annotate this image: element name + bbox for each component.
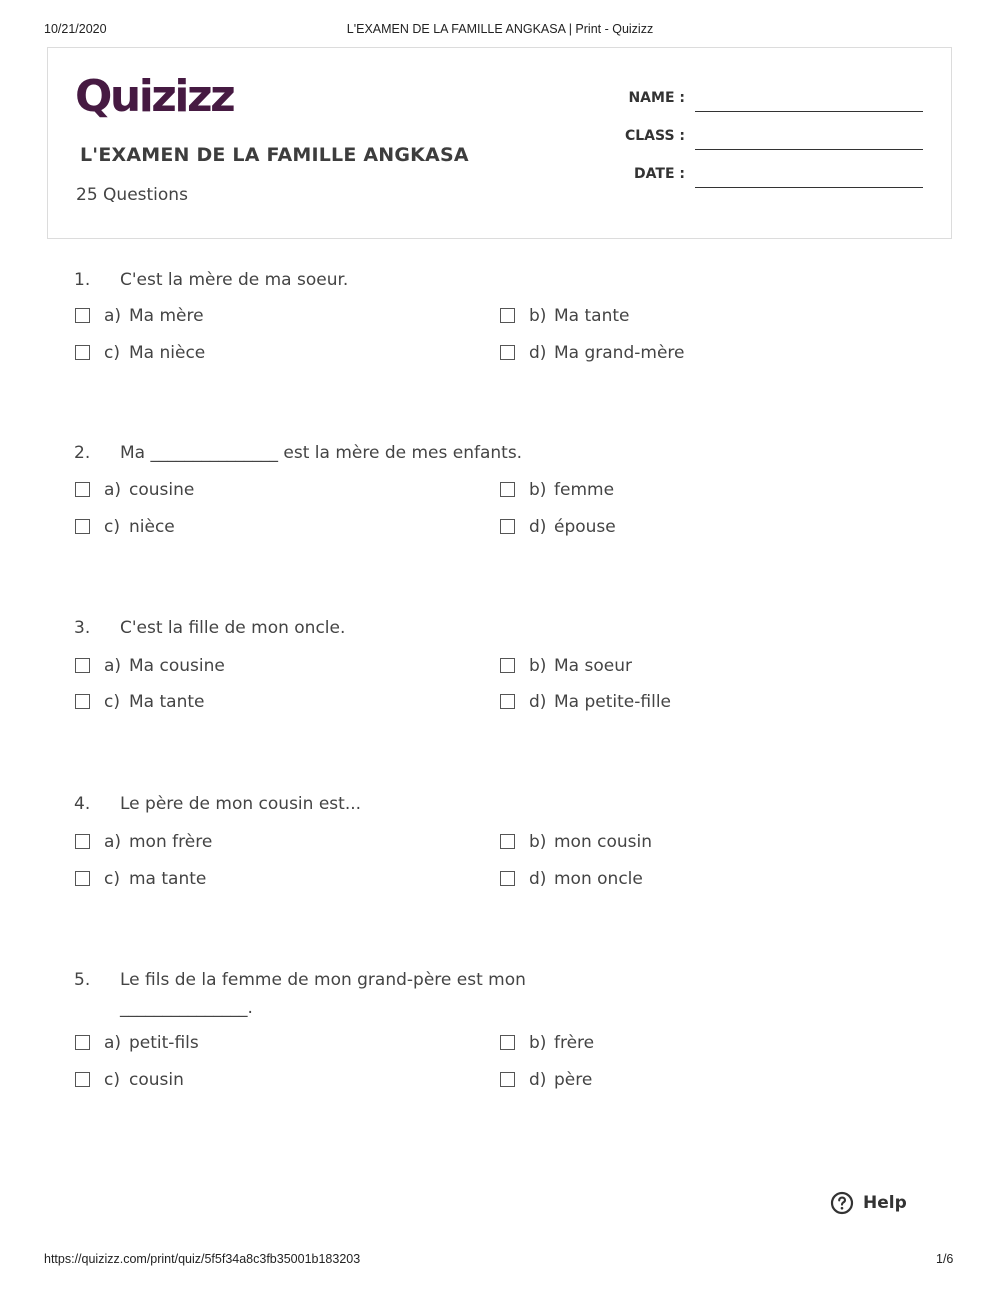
checkbox[interactable] <box>75 482 90 497</box>
option-text: frère <box>554 1033 595 1053</box>
option-letter: a) <box>104 832 122 852</box>
quizizz-logo <box>75 70 255 126</box>
checkbox[interactable] <box>75 308 90 323</box>
option-text: père <box>554 1070 593 1090</box>
option-letter: a) <box>104 480 122 500</box>
option-letter: b) <box>529 1033 547 1053</box>
checkbox[interactable] <box>75 519 90 534</box>
option-letter: c) <box>104 869 120 889</box>
option-text: ma tante <box>129 869 207 889</box>
option-letter: a) <box>104 306 122 326</box>
option-text: Ma nièce <box>129 343 206 363</box>
checkbox[interactable] <box>500 345 515 360</box>
option-letter: c) <box>104 692 120 712</box>
question-number: 2. <box>74 443 91 463</box>
print-date: 10/21/2020 <box>44 22 107 36</box>
date-label: DATE : <box>634 166 685 182</box>
option-letter: d) <box>529 692 547 712</box>
checkbox[interactable] <box>500 519 515 534</box>
name-label: NAME : <box>628 90 685 106</box>
checkbox[interactable] <box>500 1072 515 1087</box>
question-text: Le fils de la femme de mon grand-père est mon _______________. <box>120 970 526 1018</box>
option-text: Ma tante <box>129 692 205 712</box>
print-page-title: L'EXAMEN DE LA FAMILLE ANGKASA | Print - Quizizz <box>346 22 654 36</box>
quiz-title: L'EXAMEN DE LA FAMILLE ANGKASA <box>80 144 469 166</box>
checkbox[interactable] <box>500 1035 515 1050</box>
checkbox[interactable] <box>500 871 515 886</box>
name-field[interactable] <box>600 90 930 114</box>
class-label: CLASS : <box>624 128 685 144</box>
checkbox[interactable] <box>75 345 90 360</box>
option-text: Ma tante <box>554 306 630 326</box>
checkbox[interactable] <box>500 834 515 849</box>
option-text: femme <box>554 480 615 500</box>
question-number: 5. <box>74 970 91 990</box>
option-text: nièce <box>129 517 175 537</box>
option-text: petit-fils <box>129 1033 199 1053</box>
checkbox[interactable] <box>500 694 515 709</box>
option-text: Ma soeur <box>554 656 632 676</box>
question-text: Ma _______________ est la mère de mes enfants. <box>120 443 523 463</box>
option-letter: d) <box>529 869 547 889</box>
class-line[interactable] <box>695 149 923 150</box>
option-letter: d) <box>529 343 547 363</box>
checkbox[interactable] <box>75 1072 90 1087</box>
checkbox[interactable] <box>500 658 515 673</box>
question-count: 25 Questions <box>76 185 188 205</box>
date-field[interactable] <box>600 166 930 190</box>
question-text: C'est la mère de ma soeur. <box>120 270 349 290</box>
svg-text:Quizizz: Quizizz <box>75 71 234 122</box>
option-letter: c) <box>104 343 120 363</box>
option-text: mon frère <box>129 832 213 852</box>
option-text: mon oncle <box>554 869 643 889</box>
option-letter: d) <box>529 1070 547 1090</box>
option-text: épouse <box>554 517 616 537</box>
option-letter: b) <box>529 832 547 852</box>
checkbox[interactable] <box>75 834 90 849</box>
page-number: 1/6 <box>936 1252 954 1266</box>
help-button[interactable] <box>830 1190 907 1216</box>
option-text: Ma grand-mère <box>554 343 685 363</box>
option-letter: d) <box>529 517 547 537</box>
option-text: Ma mère <box>129 306 204 326</box>
checkbox[interactable] <box>500 482 515 497</box>
date-line[interactable] <box>695 187 923 188</box>
question-text: Le père de mon cousin est... <box>120 794 362 814</box>
option-text: mon cousin <box>554 832 653 852</box>
option-text: cousin <box>129 1070 184 1090</box>
option-letter: a) <box>104 1033 122 1053</box>
help-label: Help <box>863 1193 907 1213</box>
checkbox[interactable] <box>75 658 90 673</box>
checkbox[interactable] <box>75 871 90 886</box>
checkbox[interactable] <box>75 1035 90 1050</box>
question-number: 1. <box>74 270 91 290</box>
print-url: https://quizizz.com/print/quiz/5f5f34a8c3fb35001b183203 <box>44 1252 361 1266</box>
question-circle-icon <box>830 1191 854 1215</box>
option-letter: c) <box>104 1070 120 1090</box>
question-number: 4. <box>74 794 91 814</box>
name-line[interactable] <box>695 111 923 112</box>
option-text: cousine <box>129 480 195 500</box>
option-letter: b) <box>529 480 547 500</box>
option-letter: b) <box>529 306 547 326</box>
option-letter: a) <box>104 656 122 676</box>
option-text: Ma petite-fille <box>554 692 671 712</box>
question-number: 3. <box>74 618 91 638</box>
option-letter: c) <box>104 517 120 537</box>
checkbox[interactable] <box>75 694 90 709</box>
option-text: Ma cousine <box>129 656 225 676</box>
checkbox[interactable] <box>500 308 515 323</box>
option-letter: b) <box>529 656 547 676</box>
question-text: C'est la fille de mon oncle. <box>120 618 346 638</box>
print-header <box>0 22 1000 40</box>
class-field[interactable] <box>600 128 930 152</box>
